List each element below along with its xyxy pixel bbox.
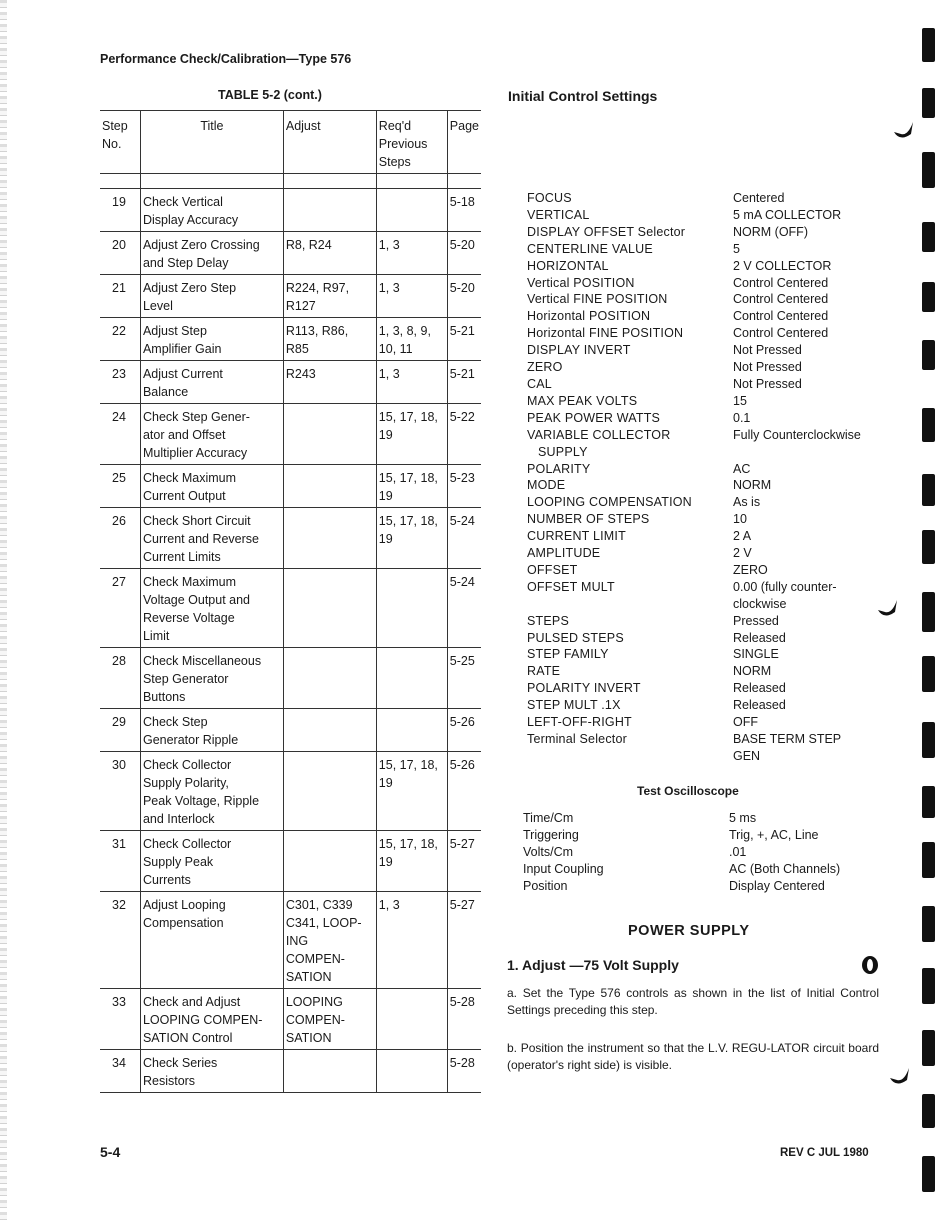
step-title-cell: Adjust Step Amplifier Gain <box>140 318 283 361</box>
control-setting: 5 mA COLLECTOR <box>733 207 842 222</box>
control-setting: Released <box>733 681 786 696</box>
control-name: LEFT-OFF-RIGHT <box>527 715 632 730</box>
scope-control-name: Input Coupling <box>523 861 604 876</box>
page-cell: 5-23 <box>447 465 481 508</box>
page-cell: 5-24 <box>447 508 481 569</box>
adjust-cell <box>283 1050 376 1093</box>
control-name: CAL <box>527 376 552 391</box>
step-number: 27 <box>100 569 140 648</box>
control-setting: 15 <box>733 393 747 408</box>
setting-row <box>527 477 893 494</box>
scope-control-setting: AC (Both Channels) <box>729 861 841 876</box>
step-title-cell: Adjust Zero Step Level <box>140 275 283 318</box>
control-name: LOOPING COMPENSATION <box>527 495 692 510</box>
setting-row <box>527 291 893 308</box>
setting-row <box>527 562 893 579</box>
control-name: NUMBER OF STEPS <box>527 512 650 527</box>
control-name: OFFSET MULT <box>527 579 615 594</box>
step-title-cell: Adjust Zero Crossing and Step Delay <box>140 232 283 275</box>
control-name: VARIABLE COLLECTOR SUPPLY <box>527 427 671 459</box>
page-cell: 5-24 <box>447 569 481 648</box>
control-setting: 5 <box>733 241 740 256</box>
page-cell: 5-21 <box>447 318 481 361</box>
table-row <box>100 404 481 465</box>
page-cell: 5-27 <box>447 892 481 989</box>
control-name: DISPLAY OFFSET Selector <box>527 224 686 239</box>
table-row <box>100 709 481 752</box>
table-row <box>100 569 481 648</box>
page-number: 5-4 <box>100 1144 121 1160</box>
step-number: 30 <box>100 752 140 831</box>
header-step: Step No. <box>100 111 140 174</box>
table-row <box>100 1050 481 1093</box>
adjust-cell: R113, R86, R85 <box>283 318 376 361</box>
table-body <box>100 174 481 1093</box>
adjust-cell <box>283 831 376 892</box>
scope-control-setting: Trig, +, AC, Line <box>729 827 819 842</box>
control-setting: Not Pressed <box>733 360 802 375</box>
table-header-row <box>100 111 481 174</box>
index-mark <box>922 152 935 188</box>
step-number: 29 <box>100 709 140 752</box>
setting-row <box>527 190 893 207</box>
control-name: ZERO <box>527 360 563 375</box>
step-title-cell: Check Short Circuit Current and Reverse Current Limits <box>140 508 283 569</box>
control-name: FOCUS <box>527 191 572 205</box>
table-row <box>100 831 481 892</box>
index-mark <box>922 722 935 758</box>
step-number: 25 <box>100 465 140 508</box>
step-number: 26 <box>100 508 140 569</box>
setting-row <box>527 410 893 427</box>
control-setting: Not Pressed <box>733 376 802 391</box>
setting-row <box>527 613 893 630</box>
scope-control-setting: 5 ms <box>729 811 757 825</box>
control-name: Vertical POSITION <box>527 275 635 290</box>
required-steps-cell <box>376 1050 447 1093</box>
required-steps-cell: 15, 17, 18, 19 <box>376 831 447 892</box>
setting-row <box>527 461 893 478</box>
setting-row <box>527 630 893 647</box>
setting-row <box>527 663 893 680</box>
page-cell: 5-26 <box>447 709 481 752</box>
control-setting: NORM <box>733 664 772 679</box>
adjust-cell: R224, R97, R127 <box>283 275 376 318</box>
control-name: PEAK POWER WATTS <box>527 410 661 425</box>
initial-settings-heading: Initial Control Settings <box>508 88 658 104</box>
required-steps-cell <box>376 709 447 752</box>
step-number: 21 <box>100 275 140 318</box>
setting-row <box>527 528 893 545</box>
table-row <box>100 318 481 361</box>
control-setting: Released <box>733 698 786 713</box>
step-number: 22 <box>100 318 140 361</box>
setting-row <box>527 224 893 241</box>
control-setting: Fully Counterclockwise <box>733 427 861 442</box>
index-mark <box>922 88 935 118</box>
control-name: PULSED STEPS <box>527 630 624 645</box>
table-row <box>100 752 481 831</box>
index-mark <box>922 530 935 564</box>
index-mark <box>922 1156 935 1192</box>
control-name: OFFSET <box>527 562 578 577</box>
control-setting: Pressed <box>733 613 779 628</box>
scope-control-setting: Display Centered <box>729 878 825 893</box>
index-mark <box>922 656 935 692</box>
adjust-cell: C301, C339 C341, LOOP- ING COMPEN- SATION <box>283 892 376 989</box>
control-name: CURRENT LIMIT <box>527 529 626 544</box>
adjust-cell <box>283 709 376 752</box>
control-name: POLARITY INVERT <box>527 681 641 696</box>
header-adjust: Adjust <box>283 111 376 174</box>
setting-row <box>527 275 893 292</box>
revision-date: REV C JUL 1980 <box>780 1147 869 1159</box>
setting-row <box>527 359 893 376</box>
control-name: STEP MULT .1X <box>527 698 621 713</box>
header-title: Title <box>140 111 283 174</box>
table-row <box>100 465 481 508</box>
index-mark <box>922 408 935 442</box>
setting-row <box>523 878 840 895</box>
required-steps-cell: 15, 17, 18, 19 <box>376 465 447 508</box>
scope-control-name: Volts/Cm <box>523 844 574 859</box>
control-name: MODE <box>527 478 566 493</box>
required-steps-cell: 15, 17, 18, 19 <box>376 508 447 569</box>
step-title: 1. Adjust —75 Volt Supply <box>507 957 679 973</box>
adjust-cell <box>283 569 376 648</box>
scan-edge <box>0 0 7 1224</box>
setting-row <box>527 731 893 765</box>
instruction-b: b. Position the instrument so that the L.V. REGU-LATOR circuit board (operator's right side) is visible. <box>507 1041 879 1072</box>
setting-row <box>523 844 840 861</box>
control-setting: BASE TERM STEP GEN <box>733 732 842 763</box>
required-steps-cell: 15, 17, 18, 19 <box>376 404 447 465</box>
control-setting: Control Centered <box>733 275 829 290</box>
step-title-cell: Adjust Current Balance <box>140 361 283 404</box>
adjust-cell <box>283 465 376 508</box>
required-steps-cell <box>376 989 447 1050</box>
index-mark <box>922 340 935 370</box>
scope-control-name: Time/Cm <box>523 811 574 825</box>
table-row <box>100 275 481 318</box>
control-name: RATE <box>527 664 561 679</box>
setting-row <box>527 680 893 697</box>
step-title-cell: Check Collector Supply Polarity, Peak Voltage, Ripple and Interlock <box>140 752 283 831</box>
control-name: CENTERLINE VALUE <box>527 241 653 256</box>
setting-row <box>527 646 893 663</box>
table-spacer-row <box>100 174 481 189</box>
required-steps-cell: 1, 3 <box>376 275 447 318</box>
control-setting: 10 <box>733 512 747 527</box>
control-setting: OFF <box>733 715 758 730</box>
setting-row <box>527 494 893 511</box>
header-page: Page <box>447 111 481 174</box>
control-name: Horizontal POSITION <box>527 309 651 324</box>
setting-row <box>523 861 840 878</box>
setting-row <box>527 545 893 562</box>
index-mark <box>922 474 935 506</box>
step-number: 33 <box>100 989 140 1050</box>
check-mark-icon <box>876 598 898 620</box>
index-mark <box>922 1030 935 1066</box>
page-cell: 5-20 <box>447 232 481 275</box>
index-mark <box>922 1094 935 1128</box>
control-name: AMPLITUDE <box>527 546 601 561</box>
page-cell: 5-26 <box>447 752 481 831</box>
control-setting: NORM <box>733 478 772 493</box>
required-steps-cell: 1, 3 <box>376 361 447 404</box>
index-mark <box>922 968 935 1004</box>
page-cell: 5-27 <box>447 831 481 892</box>
adjustment-symbol-icon <box>862 956 878 974</box>
setting-row <box>527 376 893 393</box>
check-mark-icon <box>888 1066 910 1088</box>
setting-row <box>523 810 840 827</box>
header-required-steps: Req'd Previous Steps <box>376 111 447 174</box>
step-number: 32 <box>100 892 140 989</box>
control-name: STEPS <box>527 613 569 628</box>
setting-row <box>527 511 893 528</box>
step-number: 34 <box>100 1050 140 1093</box>
index-mark <box>922 786 935 818</box>
step-title-cell: Adjust Looping Compensation <box>140 892 283 989</box>
adjust-cell <box>283 189 376 232</box>
control-setting: Released <box>733 630 786 645</box>
page-cell: 5-18 <box>447 189 481 232</box>
required-steps-cell: 15, 17, 18, 19 <box>376 752 447 831</box>
control-setting: Control Centered <box>733 326 829 341</box>
page-cell: 5-22 <box>447 404 481 465</box>
step-title-cell: Check Step Gener- ator and Offset Multiplier Accuracy <box>140 404 283 465</box>
page-cell: 5-28 <box>447 989 481 1050</box>
step-title-cell: Check Collector Supply Peak Currents <box>140 831 283 892</box>
setting-row <box>527 579 893 613</box>
control-setting: 2 A <box>733 529 752 544</box>
control-setting: SINGLE <box>733 647 779 662</box>
step-number: 28 <box>100 648 140 709</box>
initial-settings-list <box>527 190 893 765</box>
step-title-cell: Check Maximum Voltage Output and Reverse Voltage Limit <box>140 569 283 648</box>
setting-row <box>527 714 893 731</box>
required-steps-cell <box>376 648 447 709</box>
setting-row <box>527 207 893 224</box>
step-title-cell: Check Step Generator Ripple <box>140 709 283 752</box>
power-supply-heading: POWER SUPPLY <box>628 923 750 939</box>
step-number: 19 <box>100 189 140 232</box>
control-setting: 0.1 <box>733 410 751 425</box>
control-setting: ZERO <box>733 562 768 577</box>
required-steps-cell <box>376 189 447 232</box>
control-name: VERTICAL <box>527 207 590 222</box>
control-setting: 0.00 (fully counter- clockwise <box>733 579 837 611</box>
control-name: Terminal Selector <box>527 732 627 746</box>
adjust-cell <box>283 752 376 831</box>
test-oscilloscope-list <box>523 810 840 895</box>
setting-row <box>527 258 893 275</box>
page-cell: 5-25 <box>447 648 481 709</box>
setting-row <box>527 697 893 714</box>
index-mark <box>922 906 935 942</box>
steps-table <box>100 110 481 1093</box>
setting-row <box>527 308 893 325</box>
adjust-cell: R243 <box>283 361 376 404</box>
required-steps-cell: 1, 3 <box>376 892 447 989</box>
setting-row <box>523 827 840 844</box>
table-row <box>100 508 481 569</box>
control-setting: 2 V COLLECTOR <box>733 258 832 273</box>
setting-row <box>527 325 893 342</box>
adjust-cell: LOOPING COMPEN- SATION <box>283 989 376 1050</box>
required-steps-cell: 1, 3 <box>376 232 447 275</box>
control-name: MAX PEAK VOLTS <box>527 393 638 408</box>
control-name: STEP FAMILY <box>527 647 609 662</box>
control-setting: 2 V <box>733 546 752 561</box>
test-oscilloscope-heading: Test Oscilloscope <box>637 784 739 798</box>
table-row <box>100 892 481 989</box>
adjust-cell <box>283 404 376 465</box>
table-row <box>100 232 481 275</box>
control-setting: Control Centered <box>733 309 829 324</box>
control-setting: As is <box>733 495 761 510</box>
adjust-cell <box>283 508 376 569</box>
control-name: POLARITY <box>527 461 591 476</box>
page-cell: 5-20 <box>447 275 481 318</box>
control-name: DISPLAY INVERT <box>527 343 631 358</box>
step-title-cell: Check Series Resistors <box>140 1050 283 1093</box>
step-title-cell: Check and Adjust LOOPING COMPEN- SATION Control <box>140 989 283 1050</box>
table-row <box>100 648 481 709</box>
control-name: Horizontal FINE POSITION <box>527 326 684 341</box>
control-name: Vertical FINE POSITION <box>527 292 668 307</box>
table-row <box>100 361 481 404</box>
page-cell: 5-28 <box>447 1050 481 1093</box>
control-setting: Not Pressed <box>733 343 802 358</box>
setting-row <box>527 393 893 410</box>
scope-control-name: Position <box>523 878 568 893</box>
step-number: 31 <box>100 831 140 892</box>
step-title-cell: Check Miscellaneous Step Generator Buttons <box>140 648 283 709</box>
step-title-cell: Check Maximum Current Output <box>140 465 283 508</box>
step-number: 23 <box>100 361 140 404</box>
index-mark <box>922 282 935 312</box>
table-row <box>100 189 481 232</box>
required-steps-cell: 1, 3, 8, 9, 10, 11 <box>376 318 447 361</box>
page-cell: 5-21 <box>447 361 481 404</box>
instruction-a: a. Set the Type 576 controls as shown in the list of Initial Control Settings preceding this step. <box>507 986 879 1017</box>
required-steps-cell <box>376 569 447 648</box>
scope-control-name: Triggering <box>523 827 579 842</box>
control-setting: Control Centered <box>733 292 829 307</box>
control-setting: NORM (OFF) <box>733 224 808 239</box>
setting-row <box>527 342 893 359</box>
step-title-cell: Check Vertical Display Accuracy <box>140 189 283 232</box>
step-number: 20 <box>100 232 140 275</box>
control-setting: AC <box>733 461 751 476</box>
index-mark <box>922 222 935 252</box>
control-setting: Centered <box>733 191 785 205</box>
table-caption: TABLE 5-2 (cont.) <box>218 88 322 102</box>
table-row <box>100 989 481 1050</box>
check-mark-icon <box>892 120 914 142</box>
setting-row <box>527 241 893 258</box>
control-name: HORIZONTAL <box>527 258 609 273</box>
step-number: 24 <box>100 404 140 465</box>
index-mark <box>922 592 935 632</box>
index-mark <box>922 28 935 62</box>
page-header: Performance Check/Calibration—Type 576 <box>100 52 352 66</box>
scope-control-setting: .01 <box>729 844 747 859</box>
index-mark <box>922 842 935 878</box>
adjust-cell: R8, R24 <box>283 232 376 275</box>
setting-row <box>527 427 893 461</box>
adjust-cell <box>283 648 376 709</box>
